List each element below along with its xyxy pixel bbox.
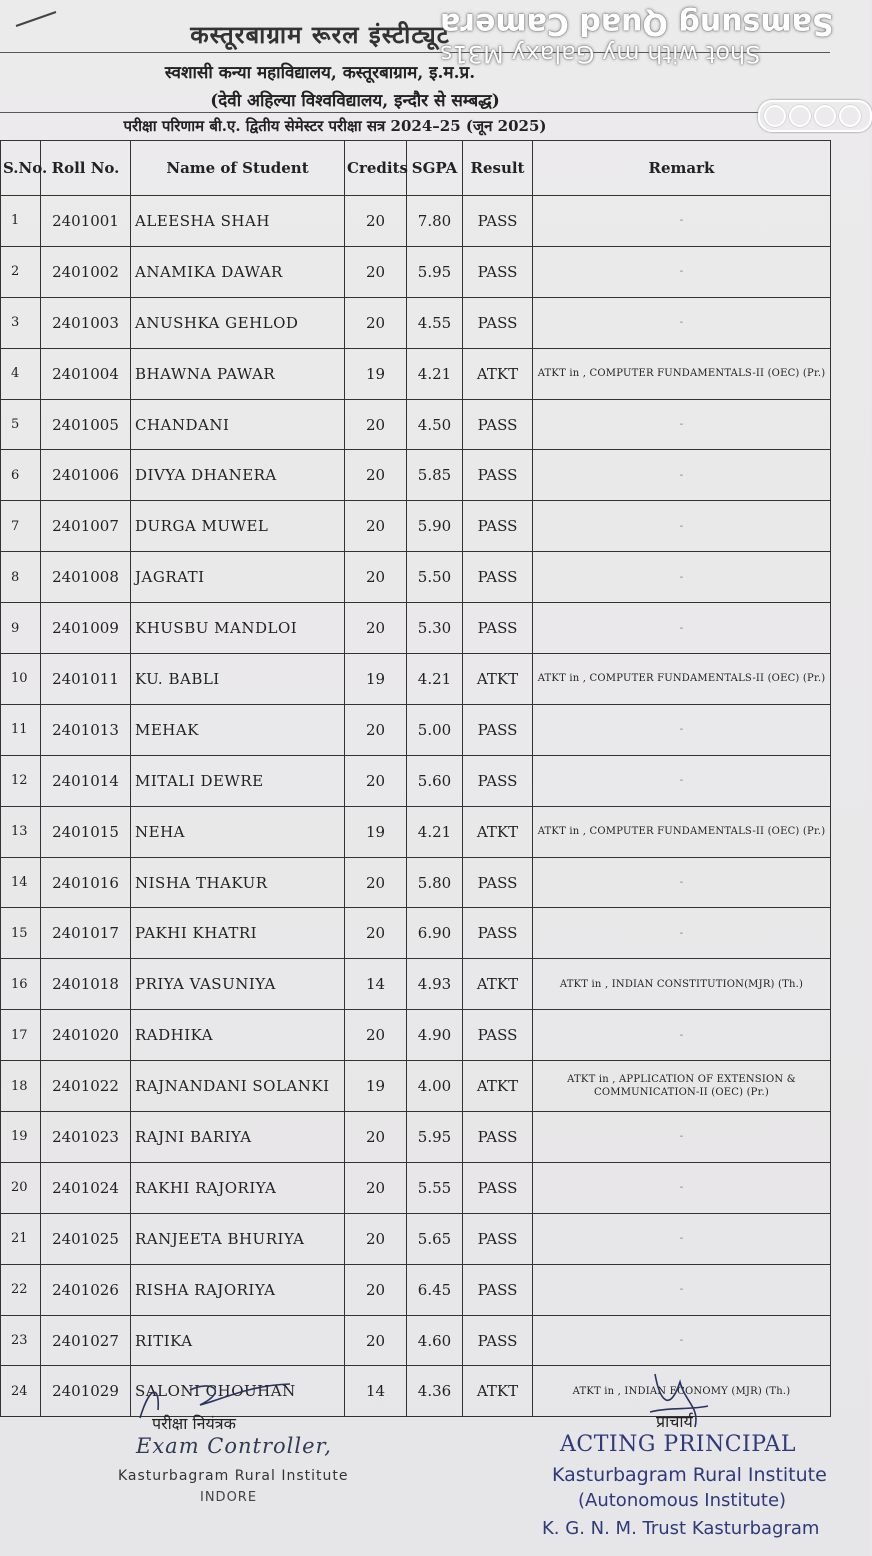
cell-credits: 20 bbox=[345, 501, 407, 552]
cell-result: PASS bbox=[463, 196, 533, 247]
cell-remark: - bbox=[533, 603, 831, 654]
watermark-line-2: Shot with my Galaxy M31s bbox=[440, 40, 761, 68]
cell-sgpa: 5.55 bbox=[407, 1162, 463, 1213]
cell-name: ANUSHKA GEHLOD bbox=[131, 297, 345, 348]
table-row bbox=[1, 1061, 831, 1112]
cell-roll: 2401020 bbox=[41, 1010, 131, 1061]
cell-roll: 2401024 bbox=[41, 1162, 131, 1213]
principal-title: ACTING PRINCIPAL bbox=[560, 1432, 797, 1457]
table-row bbox=[1, 1010, 831, 1061]
cell-name: RANJEETA BHURIYA bbox=[131, 1213, 345, 1264]
cell-result: PASS bbox=[463, 1010, 533, 1061]
table-row bbox=[1, 348, 831, 399]
cell-sno: 11 bbox=[1, 704, 41, 755]
exam-title: परीक्षा परिणाम बी.ए. द्वितीय सेमेस्टर परीक्षा सत्र 2024–25 (जून 2025) bbox=[123, 117, 547, 135]
cell-name: BHAWNA PAWAR bbox=[131, 348, 345, 399]
table-row bbox=[1, 450, 831, 501]
column-header: Result bbox=[463, 141, 533, 196]
cell-sno: 22 bbox=[1, 1264, 41, 1315]
cell-sno: 2 bbox=[1, 246, 41, 297]
cell-credits: 20 bbox=[345, 1315, 407, 1366]
column-header: S.No. bbox=[1, 141, 41, 196]
cell-remark: ATKT in , INDIAN CONSTITUTION(MJR) (Th.) bbox=[533, 959, 831, 1010]
cell-result: PASS bbox=[463, 399, 533, 450]
exam-controller-signature bbox=[118, 1380, 390, 1505]
cell-sgpa: 5.80 bbox=[407, 857, 463, 908]
table-row bbox=[1, 654, 831, 705]
divider bbox=[0, 112, 760, 113]
cell-roll: 2401009 bbox=[41, 603, 131, 654]
cell-remark: ATKT in , COMPUTER FUNDAMENTALS-II (OEC) (Pr.) bbox=[533, 806, 831, 857]
table-row bbox=[1, 1112, 831, 1163]
cell-remark: - bbox=[533, 1213, 831, 1264]
cell-sno: 15 bbox=[1, 908, 41, 959]
cell-result: PASS bbox=[463, 246, 533, 297]
cell-roll: 2401025 bbox=[41, 1213, 131, 1264]
principal-institute: Kasturbagram Rural Institute bbox=[552, 1464, 827, 1486]
cell-roll: 2401007 bbox=[41, 501, 131, 552]
cell-sgpa: 4.93 bbox=[407, 959, 463, 1010]
cell-credits: 20 bbox=[345, 196, 407, 247]
cell-result: PASS bbox=[463, 1315, 533, 1366]
cell-sno: 5 bbox=[1, 399, 41, 450]
cell-name: CHANDANI bbox=[131, 399, 345, 450]
cell-result: ATKT bbox=[463, 806, 533, 857]
cell-remark: - bbox=[533, 501, 831, 552]
exam-controller-institute: Kasturbagram Rural Institute bbox=[118, 1468, 349, 1484]
cell-credits: 20 bbox=[345, 603, 407, 654]
cell-remark: ATKT in , COMPUTER FUNDAMENTALS-II (OEC) (Pr.) bbox=[533, 348, 831, 399]
table-row bbox=[1, 857, 831, 908]
cell-roll: 2401018 bbox=[41, 959, 131, 1010]
cell-credits: 19 bbox=[345, 654, 407, 705]
cell-result: PASS bbox=[463, 1213, 533, 1264]
principal-autonomous: (Autonomous Institute) bbox=[578, 1490, 787, 1511]
cell-remark: ATKT in , COMPUTER FUNDAMENTALS-II (OEC) (Pr.) bbox=[533, 654, 831, 705]
cell-roll: 2401016 bbox=[41, 857, 131, 908]
cell-remark: - bbox=[533, 857, 831, 908]
cell-sno: 4 bbox=[1, 348, 41, 399]
cell-name: RAJNI BARIYA bbox=[131, 1112, 345, 1163]
cell-roll: 2401002 bbox=[41, 246, 131, 297]
cell-result: PASS bbox=[463, 501, 533, 552]
table-row bbox=[1, 806, 831, 857]
column-header: SGPA bbox=[407, 141, 463, 196]
cell-sgpa: 5.00 bbox=[407, 704, 463, 755]
cell-sno: 7 bbox=[1, 501, 41, 552]
cell-remark: - bbox=[533, 399, 831, 450]
cell-result: PASS bbox=[463, 450, 533, 501]
cell-credits: 20 bbox=[345, 399, 407, 450]
cell-sno: 19 bbox=[1, 1112, 41, 1163]
cell-credits: 19 bbox=[345, 348, 407, 399]
cell-roll: 2401003 bbox=[41, 297, 131, 348]
cell-sgpa: 4.21 bbox=[407, 654, 463, 705]
table-row bbox=[1, 603, 831, 654]
college-name: स्वशासी कन्या महाविद्यालय, कस्तूरबाग्राम, इ.म.प्र. bbox=[164, 63, 476, 83]
column-header: Name of Student bbox=[131, 141, 345, 196]
cell-remark: - bbox=[533, 1264, 831, 1315]
table-row bbox=[1, 297, 831, 348]
affiliation: (देवी अहिल्या विश्वविद्यालय, इन्दौर से सम्बद्ध) bbox=[210, 91, 500, 111]
cell-sno: 17 bbox=[1, 1010, 41, 1061]
table-row bbox=[1, 908, 831, 959]
cell-roll: 2401029 bbox=[41, 1366, 131, 1417]
cell-remark: ATKT in , INDIAN ECONOMY (MJR) (Th.) bbox=[533, 1366, 831, 1417]
table-row bbox=[1, 1264, 831, 1315]
cell-credits: 20 bbox=[345, 450, 407, 501]
cell-remark: - bbox=[533, 196, 831, 247]
cell-credits: 20 bbox=[345, 755, 407, 806]
cell-sgpa: 6.45 bbox=[407, 1264, 463, 1315]
cell-sno: 16 bbox=[1, 959, 41, 1010]
cell-sno: 21 bbox=[1, 1213, 41, 1264]
cell-name: MEHAK bbox=[131, 704, 345, 755]
cell-credits: 20 bbox=[345, 552, 407, 603]
cell-credits: 20 bbox=[345, 1010, 407, 1061]
cell-result: ATKT bbox=[463, 959, 533, 1010]
cell-roll: 2401022 bbox=[41, 1061, 131, 1112]
table-row bbox=[1, 755, 831, 806]
cell-credits: 14 bbox=[345, 1366, 407, 1417]
table-row bbox=[1, 501, 831, 552]
cell-remark: - bbox=[533, 1315, 831, 1366]
cell-remark: - bbox=[533, 704, 831, 755]
cell-credits: 20 bbox=[345, 1162, 407, 1213]
table-row bbox=[1, 1213, 831, 1264]
cell-sgpa: 6.90 bbox=[407, 908, 463, 959]
exam-controller-city: INDORE bbox=[200, 1490, 258, 1505]
cell-credits: 20 bbox=[345, 297, 407, 348]
cell-sgpa: 5.85 bbox=[407, 450, 463, 501]
results-table bbox=[0, 140, 831, 1417]
cell-sno: 6 bbox=[1, 450, 41, 501]
cell-name: RAJNANDANI SOLANKI bbox=[131, 1061, 345, 1112]
cell-sno: 8 bbox=[1, 552, 41, 603]
cell-roll: 2401015 bbox=[41, 806, 131, 857]
cell-sgpa: 5.65 bbox=[407, 1213, 463, 1264]
cell-remark: - bbox=[533, 1112, 831, 1163]
table-row bbox=[1, 399, 831, 450]
watermark-line-1: Samsung Quad Camera bbox=[440, 6, 834, 41]
cell-roll: 2401001 bbox=[41, 196, 131, 247]
cell-credits: 19 bbox=[345, 1061, 407, 1112]
cell-roll: 2401005 bbox=[41, 399, 131, 450]
cell-sgpa: 5.50 bbox=[407, 552, 463, 603]
table-row bbox=[1, 196, 831, 247]
cell-sgpa: 4.21 bbox=[407, 806, 463, 857]
cell-roll: 2401006 bbox=[41, 450, 131, 501]
cell-name: ALEESHA SHAH bbox=[131, 196, 345, 247]
cell-name: KHUSBU MANDLOI bbox=[131, 603, 345, 654]
cell-sgpa: 5.60 bbox=[407, 755, 463, 806]
cell-name: SALONI CHOUHAN bbox=[131, 1366, 345, 1417]
cell-sno: 18 bbox=[1, 1061, 41, 1112]
cell-sgpa: 4.00 bbox=[407, 1061, 463, 1112]
cell-name: DURGA MUWEL bbox=[131, 501, 345, 552]
cell-roll: 2401011 bbox=[41, 654, 131, 705]
cell-roll: 2401027 bbox=[41, 1315, 131, 1366]
cell-name: JAGRATI bbox=[131, 552, 345, 603]
cell-name: RISHA RAJORIYA bbox=[131, 1264, 345, 1315]
cell-result: PASS bbox=[463, 1112, 533, 1163]
cell-credits: 20 bbox=[345, 1213, 407, 1264]
cell-name: RADHIKA bbox=[131, 1010, 345, 1061]
table-row bbox=[1, 1315, 831, 1366]
cell-sgpa: 4.55 bbox=[407, 297, 463, 348]
cell-result: PASS bbox=[463, 755, 533, 806]
cell-sno: 24 bbox=[1, 1366, 41, 1417]
cell-name: KU. BABLI bbox=[131, 654, 345, 705]
camera-watermark bbox=[440, 6, 870, 68]
cell-remark: - bbox=[533, 297, 831, 348]
cell-name: DIVYA DHANERA bbox=[131, 450, 345, 501]
cell-sno: 12 bbox=[1, 755, 41, 806]
cell-sgpa: 4.21 bbox=[407, 348, 463, 399]
cell-result: PASS bbox=[463, 908, 533, 959]
cell-sgpa: 7.80 bbox=[407, 196, 463, 247]
cell-credits: 20 bbox=[345, 857, 407, 908]
cell-remark: - bbox=[533, 552, 831, 603]
cell-sgpa: 5.30 bbox=[407, 603, 463, 654]
cell-sgpa: 4.50 bbox=[407, 399, 463, 450]
cell-sno: 20 bbox=[1, 1162, 41, 1213]
principal-trust: K. G. N. M. Trust Kasturbagram bbox=[542, 1518, 820, 1539]
column-header: Credits bbox=[345, 141, 407, 196]
cell-sgpa: 5.95 bbox=[407, 1112, 463, 1163]
cell-roll: 2401026 bbox=[41, 1264, 131, 1315]
cell-remark: ATKT in , APPLICATION OF EXTENSION & COMMUNICATION-II (OEC) (Pr.) bbox=[533, 1061, 831, 1112]
exam-controller-title: Exam Controller, bbox=[136, 1434, 332, 1458]
cell-result: PASS bbox=[463, 1162, 533, 1213]
cell-sno: 9 bbox=[1, 603, 41, 654]
cell-remark: - bbox=[533, 246, 831, 297]
cell-name: RAKHI RAJORIYA bbox=[131, 1162, 345, 1213]
table-row bbox=[1, 246, 831, 297]
cell-roll: 2401017 bbox=[41, 908, 131, 959]
cell-sno: 1 bbox=[1, 196, 41, 247]
cell-roll: 2401014 bbox=[41, 755, 131, 806]
cell-name: PAKHI KHATRI bbox=[131, 908, 345, 959]
cell-sgpa: 4.60 bbox=[407, 1315, 463, 1366]
table-row bbox=[1, 704, 831, 755]
cell-result: PASS bbox=[463, 704, 533, 755]
cell-sgpa: 4.90 bbox=[407, 1010, 463, 1061]
cell-name: RITIKA bbox=[131, 1315, 345, 1366]
column-header: Roll No. bbox=[41, 141, 131, 196]
cell-credits: 20 bbox=[345, 1264, 407, 1315]
cell-name: ANAMIKA DAWAR bbox=[131, 246, 345, 297]
cell-remark: - bbox=[533, 755, 831, 806]
cell-credits: 14 bbox=[345, 959, 407, 1010]
cell-result: PASS bbox=[463, 297, 533, 348]
cell-name: NEHA bbox=[131, 806, 345, 857]
cell-remark: - bbox=[533, 908, 831, 959]
cell-name: MITALI DEWRE bbox=[131, 755, 345, 806]
cell-sno: 10 bbox=[1, 654, 41, 705]
cell-remark: - bbox=[533, 450, 831, 501]
cell-sgpa: 5.90 bbox=[407, 501, 463, 552]
cell-credits: 19 bbox=[345, 806, 407, 857]
cell-credits: 20 bbox=[345, 246, 407, 297]
quad-camera-icon bbox=[758, 100, 872, 132]
cell-result: PASS bbox=[463, 552, 533, 603]
cell-roll: 2401013 bbox=[41, 704, 131, 755]
cell-result: PASS bbox=[463, 857, 533, 908]
exam-controller-hindi: परीक्षा नियंत्रक bbox=[152, 1414, 236, 1433]
cell-remark: - bbox=[533, 1010, 831, 1061]
cell-sno: 13 bbox=[1, 806, 41, 857]
table-header-row bbox=[1, 141, 831, 196]
column-header: Remark bbox=[533, 141, 831, 196]
cell-sgpa: 4.36 bbox=[407, 1366, 463, 1417]
cell-result: ATKT bbox=[463, 1061, 533, 1112]
cell-roll: 2401004 bbox=[41, 348, 131, 399]
cell-roll: 2401023 bbox=[41, 1112, 131, 1163]
principal-hindi: प्राचार्य bbox=[656, 1412, 693, 1431]
cell-result: ATKT bbox=[463, 654, 533, 705]
cell-sno: 23 bbox=[1, 1315, 41, 1366]
cell-credits: 20 bbox=[345, 1112, 407, 1163]
cell-sno: 3 bbox=[1, 297, 41, 348]
cell-remark: - bbox=[533, 1162, 831, 1213]
cell-result: PASS bbox=[463, 1264, 533, 1315]
table-row bbox=[1, 1162, 831, 1213]
cell-result: ATKT bbox=[463, 348, 533, 399]
cell-credits: 20 bbox=[345, 908, 407, 959]
cell-name: NISHA THAKUR bbox=[131, 857, 345, 908]
cell-result: PASS bbox=[463, 603, 533, 654]
table-row bbox=[1, 552, 831, 603]
cell-sgpa: 5.95 bbox=[407, 246, 463, 297]
cell-result: ATKT bbox=[463, 1366, 533, 1417]
table-row bbox=[1, 959, 831, 1010]
institute-name: कस्तूरबाग्राम रूरल इंस्टीट्यूट bbox=[190, 20, 450, 49]
cell-name: PRIYA VASUNIYA bbox=[131, 959, 345, 1010]
cell-roll: 2401008 bbox=[41, 552, 131, 603]
cell-credits: 20 bbox=[345, 704, 407, 755]
cell-sno: 14 bbox=[1, 857, 41, 908]
